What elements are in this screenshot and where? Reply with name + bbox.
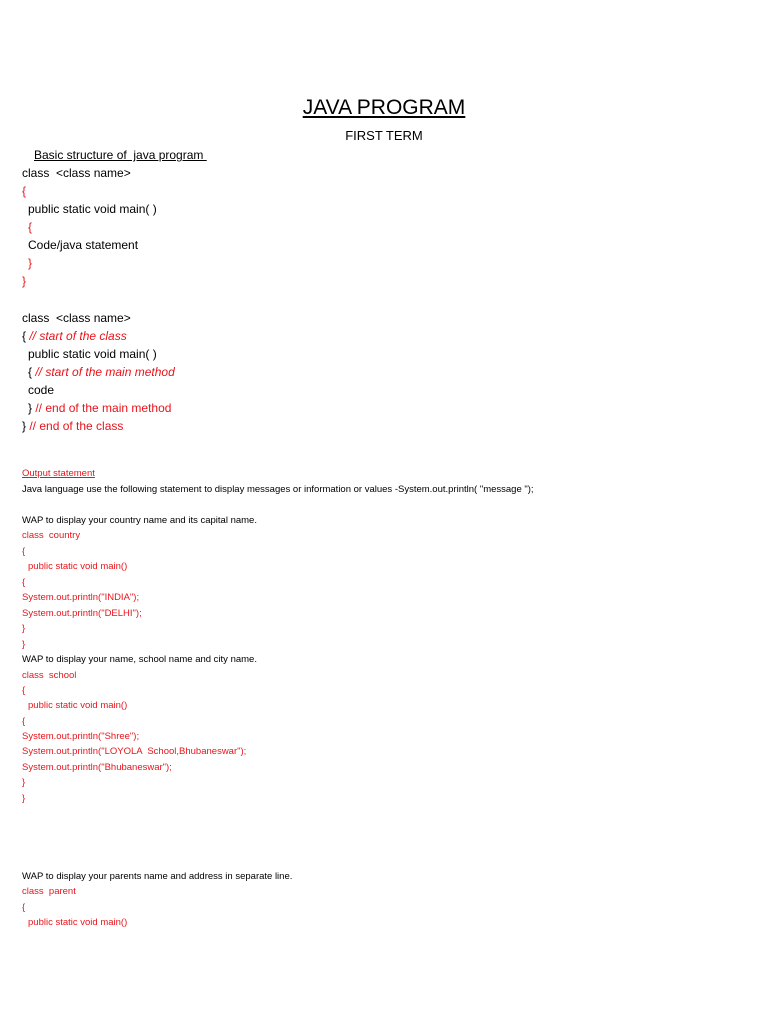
code-line: class country xyxy=(22,530,81,541)
document-subtitle: FIRST TERM xyxy=(345,128,423,143)
code-comment: // start of the main method xyxy=(35,365,175,379)
code-line: } // end of the main method xyxy=(28,401,172,415)
code-line: System.out.println("INDIA"); xyxy=(22,592,140,603)
code-line: public static void main() xyxy=(28,561,128,572)
code-line: { xyxy=(28,220,33,234)
code-line: public static void main( ) xyxy=(28,347,157,361)
code-line: { xyxy=(22,577,26,588)
code-line: } xyxy=(22,793,26,804)
code-line: } xyxy=(22,639,26,650)
output-description: Java language use the following statement to display messages or information or values -System.out.println( "message "); xyxy=(22,484,534,495)
code-line: { xyxy=(22,546,26,557)
code-line: System.out.println("Bhubaneswar"); xyxy=(22,762,172,773)
code-line: { xyxy=(22,184,27,198)
program-question: WAP to display your parents name and address in separate line. xyxy=(22,871,293,882)
code-line: class <class name> xyxy=(22,311,131,325)
section-heading-output: Output statement xyxy=(22,468,95,479)
code-line: { xyxy=(22,902,26,913)
code-line: code xyxy=(28,383,55,397)
code-comment: // end of the class xyxy=(29,419,124,433)
code-comment: // end of the main method xyxy=(35,401,172,415)
code-line: class school xyxy=(22,670,77,681)
code-line: public static void main( ) xyxy=(28,202,157,216)
code-line: { xyxy=(22,716,26,727)
code-comment: // start of the class xyxy=(29,329,127,343)
code-line: } xyxy=(28,256,33,270)
code-line: { // start of the class xyxy=(22,329,127,343)
code-line: } xyxy=(22,274,27,288)
code-line: class parent xyxy=(22,886,76,897)
code-line: } xyxy=(22,623,26,634)
code-line: Code/java statement xyxy=(28,238,139,252)
program-question: WAP to display your country name and its capital name. xyxy=(22,515,257,526)
code-line: System.out.println("DELHI"); xyxy=(22,608,142,619)
code-line: { xyxy=(22,685,26,696)
document-title: JAVA PROGRAM xyxy=(302,96,466,119)
code-line: class <class name> xyxy=(22,166,131,180)
code-line: { // start of the main method xyxy=(28,365,175,379)
code-line: } // end of the class xyxy=(22,419,124,433)
code-line: } xyxy=(22,777,26,788)
code-line: public static void main() xyxy=(28,700,128,711)
section-heading-basic-structure: Basic structure of java program xyxy=(34,148,207,162)
program-question: WAP to display your name, school name and city name. xyxy=(22,654,257,665)
code-line: public static void main() xyxy=(28,917,128,928)
code-line: System.out.println("LOYOLA School,Bhubaneswar"); xyxy=(22,746,247,757)
code-line: System.out.println("Shree"); xyxy=(22,731,140,742)
